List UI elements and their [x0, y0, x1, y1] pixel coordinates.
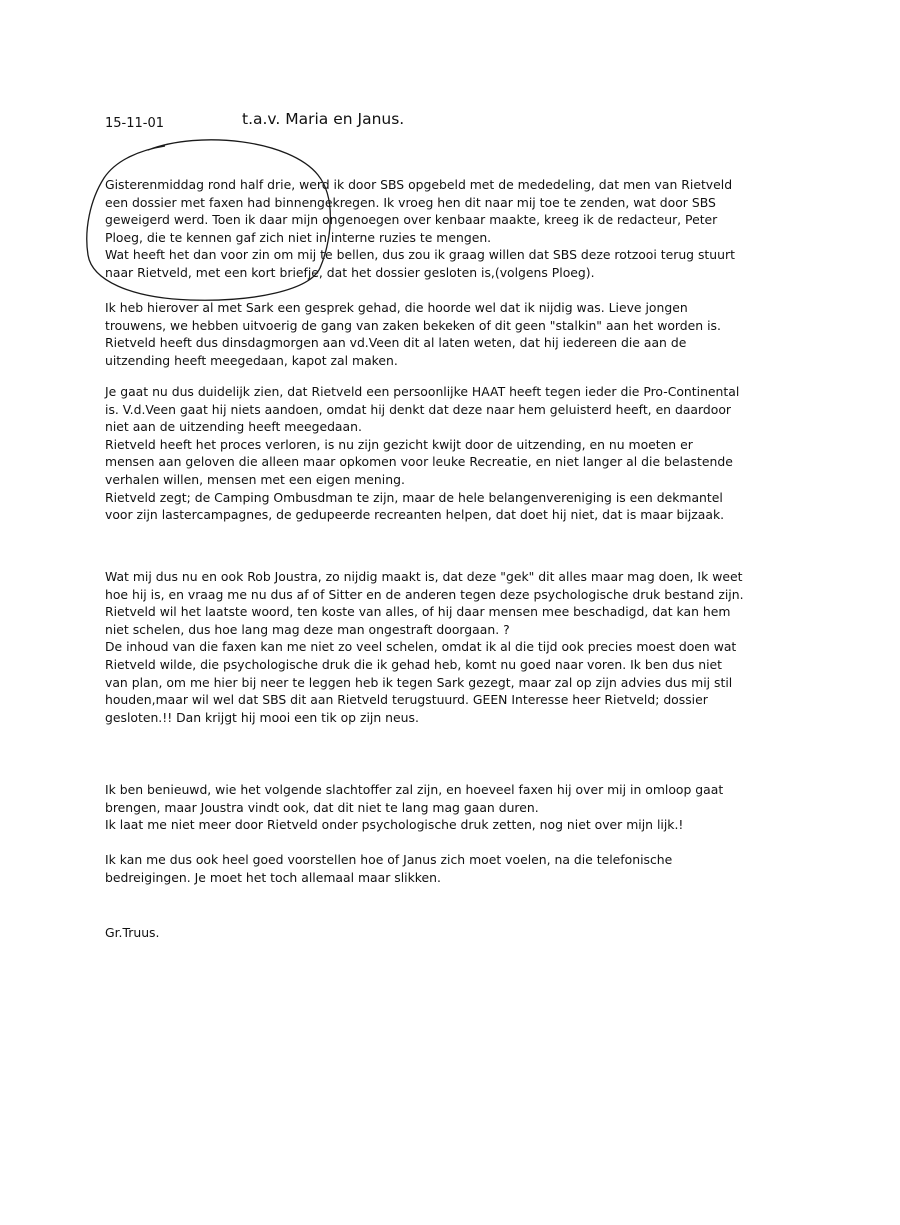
paragraph-sbs-call: Gisterenmiddag rond half drie, werd ik door SBS opgebeld met de mededeling, dat men van Rietveld een dossier met faxen had binnengekregen. Ik vroeg hen dit naar mij toe te zenden, wat door SBS geweigerd werd. Toen ik daar mijn ongenoegen over kenbaar maakte, kreeg ik de redacteur, Peter Ploeg, die te kennen gaf zich niet in interne ruzies te mengen. Wat heeft het dan voor zin om mij te bellen, dus zou ik graag willen dat SBS deze rotzooi terug stuurt naar Rietveld, met een kort briefje, dat het dossier gesloten is,(volgens Ploeg). [105, 177, 735, 280]
paragraph-sark-conversation: Ik heb hierover al met Sark een gesprek gehad, die hoorde wel dat ik nijdig was. Lieve jongen trouwens, we hebben uitvoerig de gang van zaken bekeken of dit geen "stalkin" aan het worden is. Rietveld heeft dus dinsdagmorgen aan vd.Veen dit al laten weten, dat hij iedereen die aan de uitzending heeft meegedaan, kapot zal maken. [105, 300, 721, 368]
paragraph-rietveld-hate: Je gaat nu dus duidelijk zien, dat Rietveld een persoonlijke HAAT heeft tegen ieder die Pro-Continental is. V.d.Veen gaat hij niets aandoen, omdat hij denkt dat deze naar hem geluisterd heeft, en daardoor niet aan de uitzending heeft meegedaan. Rietveld heeft het proces verloren, is nu zijn gezicht kwijt door de uitzending, en nu moeten er mensen aan geloven die alleen maar opkomen voor leuke Recreatie, en niet langer al die belastende verhalen willen, mensen met een eigen mening. Rietveld zegt; de Camping Ombusdman te zijn, maar de hele belangenvereniging is een dekmantel voor zijn lastercampagnes, de gedupeerde recreanten helpen, dat doet hij niet, dat is maar bijzaak. [105, 384, 740, 523]
letter-signature: Gr.Truus. [105, 925, 160, 940]
paragraph-next-victim: Ik ben benieuwd, wie het volgende slachtoffer zal zijn, en hoeveel faxen hij over mij in omloop gaat brengen, maar Joustra vindt ook, dat dit niet te lang mag gaan duren. Ik laat me niet meer door Rietveld onder psychologische druk zetten, nog niet over mijn lijk.! [105, 782, 724, 833]
letter-addressee: t.a.v. Maria en Janus. [242, 110, 405, 128]
letter-date: 15-11-01 [105, 116, 165, 131]
paragraph-psychological-pressure: Wat mij dus nu en ook Rob Joustra, zo nijdig maakt is, dat deze "gek" dit alles maar mag doen, Ik weet hoe hij is, en vraag me nu dus af of Sitter en de anderen tegen deze psychologische druk bestand zijn. Rietveld wil het laatste woord, ten koste van alles, of hij daar mensen mee beschadigd, dat kan hem niet schelen, dus hoe lang mag deze man ongestraft doorgaan. ? De inhoud van die faxen kan me niet zo veel schelen, omdat ik al die tijd ook precies moest doen wat Rietveld wilde, die psychologische druk die ik gehad heb, komt nu goed naar voren. Ik ben dus niet van plan, om me hier bij neer te leggen heb ik tegen Sark gezegt, maar zal op zijn advies dus mij stil houden,maar wil wel dat SBS dit aan Rietveld terugstuurd. GEEN Interesse heer Rietveld; dossier gesloten.!! Dan krijgt hij mooi een tik op zijn neus. [105, 569, 744, 725]
paragraph-janus-threats: Ik kan me dus ook heel goed voorstellen hoe of Janus zich moet voelen, na die telefonische bedreigingen. Je moet het toch allemaal maar slikken. [105, 852, 673, 885]
